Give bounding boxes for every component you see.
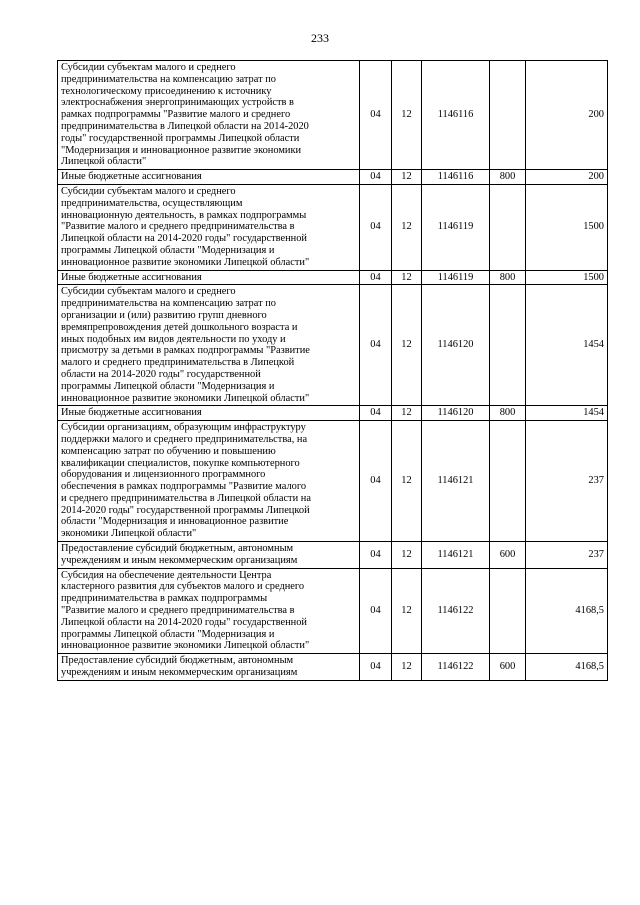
amount-cell: 237 xyxy=(526,421,608,542)
row-name-cell xyxy=(58,654,360,681)
row-name-line: учреждениям и иным некоммерческим организациям xyxy=(61,554,298,566)
table-row xyxy=(58,270,608,285)
row-name-cell xyxy=(58,421,360,542)
row-name-line: области "Модернизация и инновационное развитие xyxy=(61,516,289,528)
row-name-line: предпринимательства в рамках подпрограммы xyxy=(61,593,268,605)
row-name-line: иных подобных им видов деятельности по уходу и xyxy=(61,333,286,345)
row-name-line: рамках подпрограммы "Развитие малого и среднего xyxy=(61,109,291,121)
row-name-line: программы Липецкой области "Модернизация и xyxy=(61,628,275,640)
subsection-cell: 12 xyxy=(392,654,422,681)
row-name-line: Субсидии организациям, образующим инфраструктуру xyxy=(61,422,306,434)
row-name-line: предпринимательства, осуществляющим xyxy=(61,197,243,209)
row-name-line: компенсацию затрат по обучению и повышению xyxy=(61,445,276,457)
row-name-cell xyxy=(58,61,360,170)
row-name-line: предпринимательства на компенсацию затрат по xyxy=(61,73,276,85)
row-name-line: инновационную деятельность, в рамках подпрограммы xyxy=(61,209,307,221)
row-name-line: поддержки малого и среднего предпринимательства, на xyxy=(61,433,308,445)
table-row xyxy=(58,184,608,270)
row-name-line: технологическому присоединению к источнику xyxy=(61,85,272,97)
target-article-cell: 1146120 xyxy=(422,285,490,406)
target-article-cell: 1146120 xyxy=(422,406,490,421)
row-name-line: малого и среднего предпринимательства в Липецкой xyxy=(61,357,295,369)
section-cell: 04 xyxy=(360,406,392,421)
amount-cell: 4168,5 xyxy=(526,654,608,681)
table-row xyxy=(58,285,608,406)
row-name-line: инновационное развитие экономики Липецкой области" xyxy=(61,256,310,268)
subsection-cell: 12 xyxy=(392,184,422,270)
row-name-cell xyxy=(58,542,360,569)
row-name-line: "Развитие малого и среднего предпринимательства в xyxy=(61,221,295,233)
subsection-cell: 12 xyxy=(392,170,422,185)
row-name-line: 2014-2020 годы" государственной программы Липецкой xyxy=(61,504,310,516)
row-name-cell xyxy=(58,285,360,406)
row-name-line: Субсидии субъектам малого и среднего xyxy=(61,286,236,298)
subsection-cell: 12 xyxy=(392,270,422,285)
row-name-line: годы" государственной программы Липецкой области xyxy=(61,132,300,144)
expense-type-cell: 600 xyxy=(490,654,526,681)
expense-type-cell xyxy=(490,285,526,406)
row-name-line: предпринимательства на компенсацию затрат по xyxy=(61,298,276,310)
budget-table xyxy=(57,60,608,681)
row-name-line: квалификации специалистов, покупке компьютерного xyxy=(61,457,300,469)
row-name-line: Иные бюджетные ассигнования xyxy=(61,271,202,283)
row-name-cell xyxy=(58,184,360,270)
subsection-cell: 12 xyxy=(392,61,422,170)
section-cell: 04 xyxy=(360,568,392,654)
subsection-cell: 12 xyxy=(392,542,422,569)
row-name-line: кластерного развития для субъектов малого и среднего xyxy=(61,581,305,593)
expense-type-cell xyxy=(490,568,526,654)
amount-cell: 4168,5 xyxy=(526,568,608,654)
expense-type-cell: 800 xyxy=(490,406,526,421)
target-article-cell: 1146116 xyxy=(422,61,490,170)
table-row xyxy=(58,654,608,681)
amount-cell: 1454 xyxy=(526,406,608,421)
section-cell: 04 xyxy=(360,184,392,270)
row-name-line: инновационное развитие экономики Липецкой области" xyxy=(61,392,310,404)
row-name-line: обеспечения в рамках подпрограммы "Развитие малого xyxy=(61,481,307,493)
row-name-line: электроснабжения энергопринимающих устройств в xyxy=(61,97,294,109)
expense-type-cell: 800 xyxy=(490,170,526,185)
row-name-line: Субсидия на обеспечение деятельности Центра xyxy=(61,569,272,581)
table-row xyxy=(58,542,608,569)
expense-type-cell xyxy=(490,184,526,270)
row-name-line: Липецкой области на 2014-2020 годы" государственной xyxy=(61,616,307,628)
row-name-cell xyxy=(58,170,360,185)
row-name-line: "Развитие малого и среднего предпринимательства в xyxy=(61,605,295,617)
row-name-line: времяпрепровождения детей дошкольного возраста и xyxy=(61,321,298,333)
row-name-line: Субсидии субъектам малого и среднего xyxy=(61,185,236,197)
section-cell: 04 xyxy=(360,170,392,185)
amount-cell: 200 xyxy=(526,170,608,185)
expense-type-cell: 800 xyxy=(490,270,526,285)
row-name-line: предпринимательства в Липецкой области на 2014-2020 xyxy=(61,120,309,132)
amount-cell: 237 xyxy=(526,542,608,569)
table-row xyxy=(58,421,608,542)
expense-type-cell: 600 xyxy=(490,542,526,569)
row-name-line: Иные бюджетные ассигнования xyxy=(61,171,202,183)
section-cell: 04 xyxy=(360,421,392,542)
row-name-line: Липецкой области" xyxy=(61,156,147,168)
section-cell: 04 xyxy=(360,654,392,681)
target-article-cell: 1146119 xyxy=(422,270,490,285)
section-cell: 04 xyxy=(360,61,392,170)
row-name-cell xyxy=(58,406,360,421)
table-row xyxy=(58,406,608,421)
row-name-line: экономики Липецкой области" xyxy=(61,528,197,540)
subsection-cell: 12 xyxy=(392,568,422,654)
table-row xyxy=(58,61,608,170)
target-article-cell: 1146121 xyxy=(422,421,490,542)
subsection-cell: 12 xyxy=(392,285,422,406)
row-name-line: программы Липецкой области "Модернизация и xyxy=(61,244,275,256)
amount-cell: 200 xyxy=(526,61,608,170)
target-article-cell: 1146121 xyxy=(422,542,490,569)
row-name-line: Субсидии субъектам малого и среднего xyxy=(61,62,236,73)
subsection-cell: 12 xyxy=(392,421,422,542)
row-name-line: учреждениям и иным некоммерческим организациям xyxy=(61,667,298,679)
row-name-line: Предоставление субсидий бюджетным, автономным xyxy=(61,543,294,555)
section-cell: 04 xyxy=(360,285,392,406)
subsection-cell: 12 xyxy=(392,406,422,421)
table-row xyxy=(58,568,608,654)
row-name-line: "Модернизация и инновационное развитие экономики xyxy=(61,144,302,156)
amount-cell: 1500 xyxy=(526,184,608,270)
row-name-line: Предоставление субсидий бюджетным, автономным xyxy=(61,655,294,667)
section-cell: 04 xyxy=(360,542,392,569)
page-number: 233 xyxy=(311,31,329,45)
row-name-line: Липецкой области на 2014-2020 годы" государственной xyxy=(61,233,307,245)
row-name-line: присмотру за детьми в рамках подпрограммы "Развитие xyxy=(61,345,310,357)
target-article-cell: 1146116 xyxy=(422,170,490,185)
row-name-line: области на 2014-2020 годы" государственной xyxy=(61,368,261,380)
row-name-cell xyxy=(58,568,360,654)
target-article-cell: 1146119 xyxy=(422,184,490,270)
row-name-line: и среднего предпринимательства в Липецкой области на xyxy=(61,492,311,504)
expense-type-cell xyxy=(490,61,526,170)
target-article-cell: 1146122 xyxy=(422,568,490,654)
row-name-line: программы Липецкой области "Модернизация и xyxy=(61,380,275,392)
row-name-line: инновационное развитие экономики Липецкой области" xyxy=(61,640,310,652)
expense-type-cell xyxy=(490,421,526,542)
target-article-cell: 1146122 xyxy=(422,654,490,681)
section-cell: 04 xyxy=(360,270,392,285)
amount-cell: 1454 xyxy=(526,285,608,406)
amount-cell: 1500 xyxy=(526,270,608,285)
row-name-cell xyxy=(58,270,360,285)
budget-table-body xyxy=(58,61,608,681)
row-name-line: оборудования и лицензионного программного xyxy=(61,469,266,481)
row-name-line: организации и (или) развитию групп дневного xyxy=(61,309,267,321)
row-name-line: Иные бюджетные ассигнования xyxy=(61,407,202,419)
table-row xyxy=(58,170,608,185)
